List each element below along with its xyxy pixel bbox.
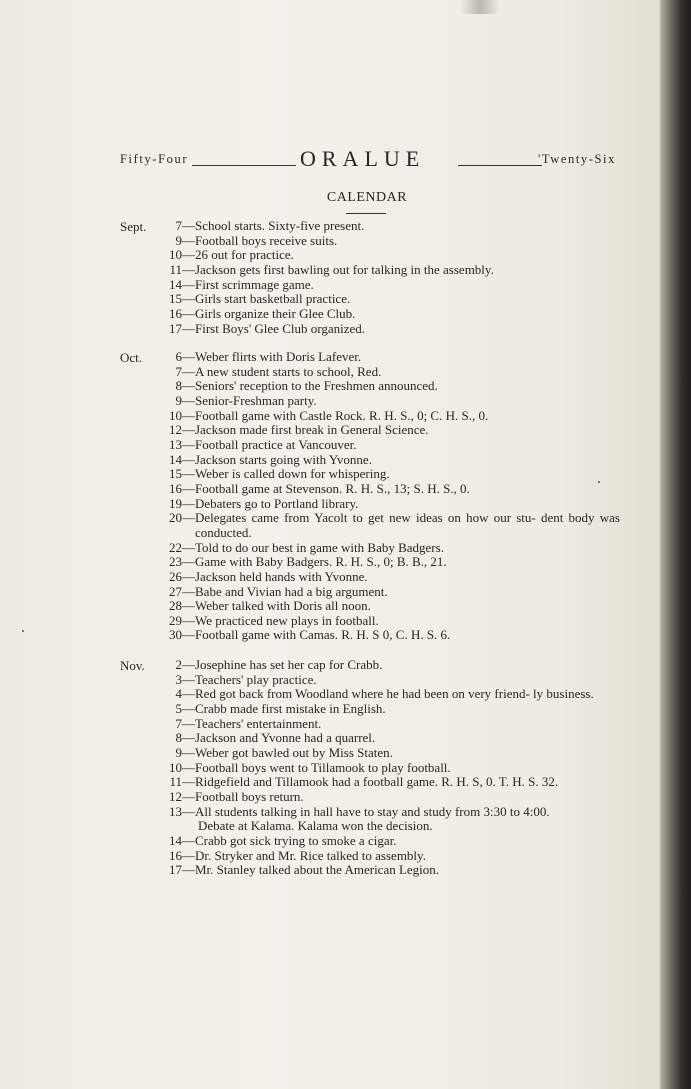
- calendar-entry: [120, 409, 620, 424]
- entry-text: Dr. Stryker and Mr. Rice talked to assembly.: [195, 847, 426, 863]
- entry-list: [120, 350, 620, 643]
- entry-dash: —: [182, 700, 195, 716]
- entry-dash: —: [182, 422, 195, 438]
- month-label: Oct.: [120, 350, 143, 365]
- calendar-entry: [120, 482, 620, 497]
- entry-list: [120, 658, 620, 878]
- calendar-entry: [120, 350, 620, 365]
- entry-day: 8: [175, 730, 182, 746]
- month-label: Sept.: [120, 219, 147, 234]
- entry-dash: —: [182, 671, 195, 687]
- ink-speck: [22, 630, 24, 632]
- entry-dash: —: [182, 392, 195, 408]
- calendar-entry: [120, 365, 620, 380]
- entry-text: Girls organize their Glee Club.: [195, 305, 356, 321]
- entry-day: 10: [169, 759, 182, 775]
- entry-text: Football boys receive suits.: [195, 232, 338, 248]
- calendar-entry: [120, 658, 620, 673]
- entry-text: 26 out for practice.: [195, 247, 294, 263]
- entry-day: 14: [169, 451, 182, 467]
- entry-text: Football boys return.: [195, 788, 304, 804]
- entry-day: 27: [169, 583, 182, 599]
- entry-day: 26: [169, 568, 182, 584]
- entry-day: 8: [175, 378, 182, 394]
- entry-day: 11: [169, 774, 182, 790]
- entry-day: 16: [169, 305, 182, 321]
- entry-dash: —: [182, 407, 195, 423]
- calendar-entry: [120, 555, 620, 570]
- calendar-entry: [120, 394, 620, 409]
- entry-dash: —: [182, 788, 195, 804]
- calendar-entry: [120, 731, 620, 746]
- entry-day: 3: [175, 671, 182, 687]
- entry-text: Babe and Vivian had a big argument.: [195, 583, 388, 599]
- entry-day: 5: [175, 700, 182, 716]
- entry-text: Weber flirts with Doris Lafever.: [195, 349, 362, 364]
- entry-day: 7: [175, 363, 182, 379]
- entry-text: Mr. Stanley talked about the American Legion.: [195, 862, 440, 878]
- entry-text: Jackson made first break in General Science.: [195, 422, 429, 438]
- year-label: 'Twenty-Six: [537, 152, 616, 166]
- entry-day: 17: [169, 320, 182, 336]
- entry-dash: —: [182, 686, 195, 702]
- calendar-entry: [120, 263, 620, 278]
- calendar-entry: [120, 219, 620, 234]
- entry-text: Crabb got sick trying to smoke a cigar.: [195, 832, 397, 848]
- calendar-entry: [120, 599, 620, 614]
- calendar-entry: [120, 849, 620, 864]
- entry-dash: —: [182, 232, 195, 248]
- calendar-entry: [120, 628, 620, 643]
- entry-dash: —: [182, 218, 195, 233]
- entry-text: First Boys' Glee Club organized.: [195, 320, 366, 336]
- entry-dash: —: [182, 480, 195, 496]
- title-underline: [346, 213, 386, 214]
- calendar-entry: [120, 234, 620, 249]
- entry-text: Jackson starts going with Yvonne.: [195, 451, 372, 467]
- entry-day: 4: [175, 686, 182, 702]
- entry-text: Football game with Camas. R. H. S 0, C. H. S. 6.: [195, 627, 451, 643]
- entry-text: School starts. Sixty-five present.: [195, 218, 365, 233]
- entry-dash: —: [182, 378, 195, 394]
- header-rule-left: [192, 165, 296, 166]
- calendar-entry: [120, 790, 620, 805]
- calendar-entry: [120, 511, 620, 540]
- entry-text: Debaters go to Portland library.: [195, 495, 359, 511]
- entry-text: All students talking in hall have to stay and study from 3:30 to 4:00.: [195, 803, 550, 819]
- calendar-entry: [120, 702, 620, 717]
- entry-day: 30: [169, 627, 182, 643]
- entry-dash: —: [182, 612, 195, 628]
- entry-day: 13: [169, 436, 182, 452]
- calendar-entry: [120, 541, 620, 556]
- entry-dash: —: [182, 320, 195, 336]
- entry-text: Debate at Kalama. Kalama won the decision.: [198, 818, 433, 834]
- entry-text: Football game with Castle Rock. R. H. S., 0; C. H. S., 0.: [195, 407, 489, 423]
- entry-text: Girls start basketball practice.: [195, 291, 351, 307]
- entry-dash: —: [182, 598, 195, 614]
- entry-day: 6: [175, 349, 182, 364]
- calendar-entry: [120, 819, 620, 834]
- entry-dash: —: [182, 554, 195, 570]
- entry-day: 13: [169, 803, 182, 819]
- running-header: [120, 148, 616, 172]
- calendar-entry: [120, 438, 620, 453]
- entry-day: [120, 819, 182, 834]
- entry-text: Game with Baby Badgers. R. H. S., 0; B. B., 21.: [195, 554, 447, 570]
- page-title: CALENDAR: [326, 190, 408, 205]
- entry-dash: —: [182, 847, 195, 863]
- entry-dash: —: [182, 744, 195, 760]
- entry-dash: —: [182, 539, 195, 555]
- entry-text: Teachers' entertainment.: [195, 715, 322, 731]
- entry-day: 9: [175, 392, 182, 408]
- entry-text: A new student starts to school, Red.: [195, 363, 382, 379]
- entry-day: 23: [169, 554, 182, 570]
- calendar-entry: [120, 614, 620, 629]
- entry-day: 7: [175, 218, 182, 233]
- entry-day: 12: [169, 788, 182, 804]
- entry-dash: —: [182, 363, 195, 379]
- entry-text: Football boys went to Tillamook to play football.: [195, 759, 451, 775]
- entry-dash: —: [182, 466, 195, 482]
- entry-dash: —: [182, 495, 195, 511]
- calendar-entry: [120, 834, 620, 849]
- calendar-entry: [120, 746, 620, 761]
- calendar-entry: [120, 497, 620, 512]
- calendar-entry: [120, 292, 620, 307]
- calendar-entry: [120, 248, 620, 263]
- entry-day: 28: [169, 598, 182, 614]
- entry-day: 15: [169, 291, 182, 307]
- entry-text: Ridgefield and Tillamook had a football game. R. H. S, 0. T. H. S. 32.: [195, 774, 559, 790]
- calendar-entry: [120, 805, 620, 820]
- entry-day: 14: [169, 832, 182, 848]
- page-smudge: [460, 0, 500, 14]
- entry-text: First scrimmage game.: [195, 276, 314, 292]
- entry-text: Weber is called down for whispering.: [195, 466, 390, 482]
- entry-dash: —: [182, 247, 195, 263]
- calendar-entry: [120, 687, 620, 702]
- entry-text: Josephine has set her cap for Crabb.: [195, 657, 383, 672]
- entry-day: 2: [175, 657, 182, 672]
- entry-text: Jackson and Yvonne had a quarrel.: [195, 730, 376, 746]
- page-number-words: Fifty-Four: [120, 152, 189, 166]
- entry-text: Teachers' play practice.: [195, 671, 317, 687]
- entry-dash: —: [182, 627, 195, 643]
- entry-text: We practiced new plays in football.: [195, 612, 379, 628]
- entry-text: Football game at Stevenson. R. H. S., 13; S. H. S., 0.: [195, 480, 470, 496]
- entry-dash: —: [182, 862, 195, 878]
- entry-dash: —: [182, 261, 195, 277]
- entry-dash: —: [182, 276, 195, 292]
- entry-list: [120, 219, 620, 336]
- calendar-entry: [120, 307, 620, 322]
- entry-day: 16: [169, 847, 182, 863]
- entry-text: Seniors' reception to the Freshmen announced.: [195, 378, 438, 394]
- entry-day: 10: [169, 247, 182, 263]
- yearbook-title: ORALUE: [300, 146, 426, 171]
- entry-dash: —: [182, 568, 195, 584]
- entry-day: 9: [175, 744, 182, 760]
- entry-dash: —: [182, 657, 195, 672]
- calendar-entry: [120, 775, 620, 790]
- entry-day: 19: [169, 495, 182, 511]
- entry-day: 11: [169, 261, 182, 277]
- entry-dash: —: [182, 832, 195, 848]
- entry-day: 29: [169, 612, 182, 628]
- entry-day: 7: [175, 715, 182, 731]
- entry-dash: —: [182, 510, 195, 526]
- entry-day: 14: [169, 276, 182, 292]
- entry-text: Delegates came from Yacolt to get new ideas on how our stu- dent body was conducted.: [195, 510, 620, 540]
- entry-dash: —: [182, 583, 195, 599]
- entry-day: 20: [169, 510, 182, 526]
- entry-dash: —: [182, 305, 195, 321]
- calendar-entry: [120, 423, 620, 438]
- entry-dash: —: [182, 803, 195, 819]
- entry-dash: —: [182, 730, 195, 746]
- entry-text: Jackson gets first bawling out for talking in the assembly.: [195, 261, 494, 277]
- calendar-entry: [120, 673, 620, 688]
- entry-day: 10: [169, 407, 182, 423]
- calendar-entry: [120, 717, 620, 732]
- entry-dash: —: [182, 436, 195, 452]
- calendar-entry: [120, 379, 620, 394]
- calendar-entry: [120, 570, 620, 585]
- entry-text: Jackson held hands with Yvonne.: [195, 568, 368, 584]
- entry-day: 22: [169, 539, 182, 555]
- entry-dash: —: [182, 759, 195, 775]
- entry-text: Senior-Freshman party.: [195, 392, 317, 408]
- header-rule-right: [458, 165, 542, 166]
- entry-dash: —: [182, 291, 195, 307]
- calendar-entry: [120, 585, 620, 600]
- entry-day: 16: [169, 480, 182, 496]
- entry-text: Weber got bawled out by Miss Staten.: [195, 744, 393, 760]
- calendar-entry: [120, 453, 620, 468]
- calendar-entry: [120, 467, 620, 482]
- entry-text: Red got back from Woodland where he had been on very friend- ly business.: [195, 686, 594, 702]
- calendar-entry: [120, 761, 620, 776]
- entry-day: 15: [169, 466, 182, 482]
- entry-text: Football practice at Vancouver.: [195, 436, 357, 452]
- entry-day: 9: [175, 232, 182, 248]
- calendar-entry: [120, 863, 620, 878]
- entry-day: 12: [169, 422, 182, 438]
- entry-dash: —: [182, 349, 195, 364]
- entry-dash: —: [182, 774, 195, 790]
- entry-text: Crabb made first mistake in English.: [195, 700, 386, 716]
- entry-text: Weber talked with Doris all noon.: [195, 598, 371, 614]
- calendar-entry: [120, 322, 620, 337]
- entry-text: Told to do our best in game with Baby Badgers.: [195, 539, 444, 555]
- entry-day: 17: [169, 862, 182, 878]
- calendar-entry: [120, 278, 620, 293]
- entry-dash: —: [182, 451, 195, 467]
- book-spine: [660, 0, 691, 1089]
- entry-dash: —: [182, 715, 195, 731]
- month-label: Nov.: [120, 658, 145, 673]
